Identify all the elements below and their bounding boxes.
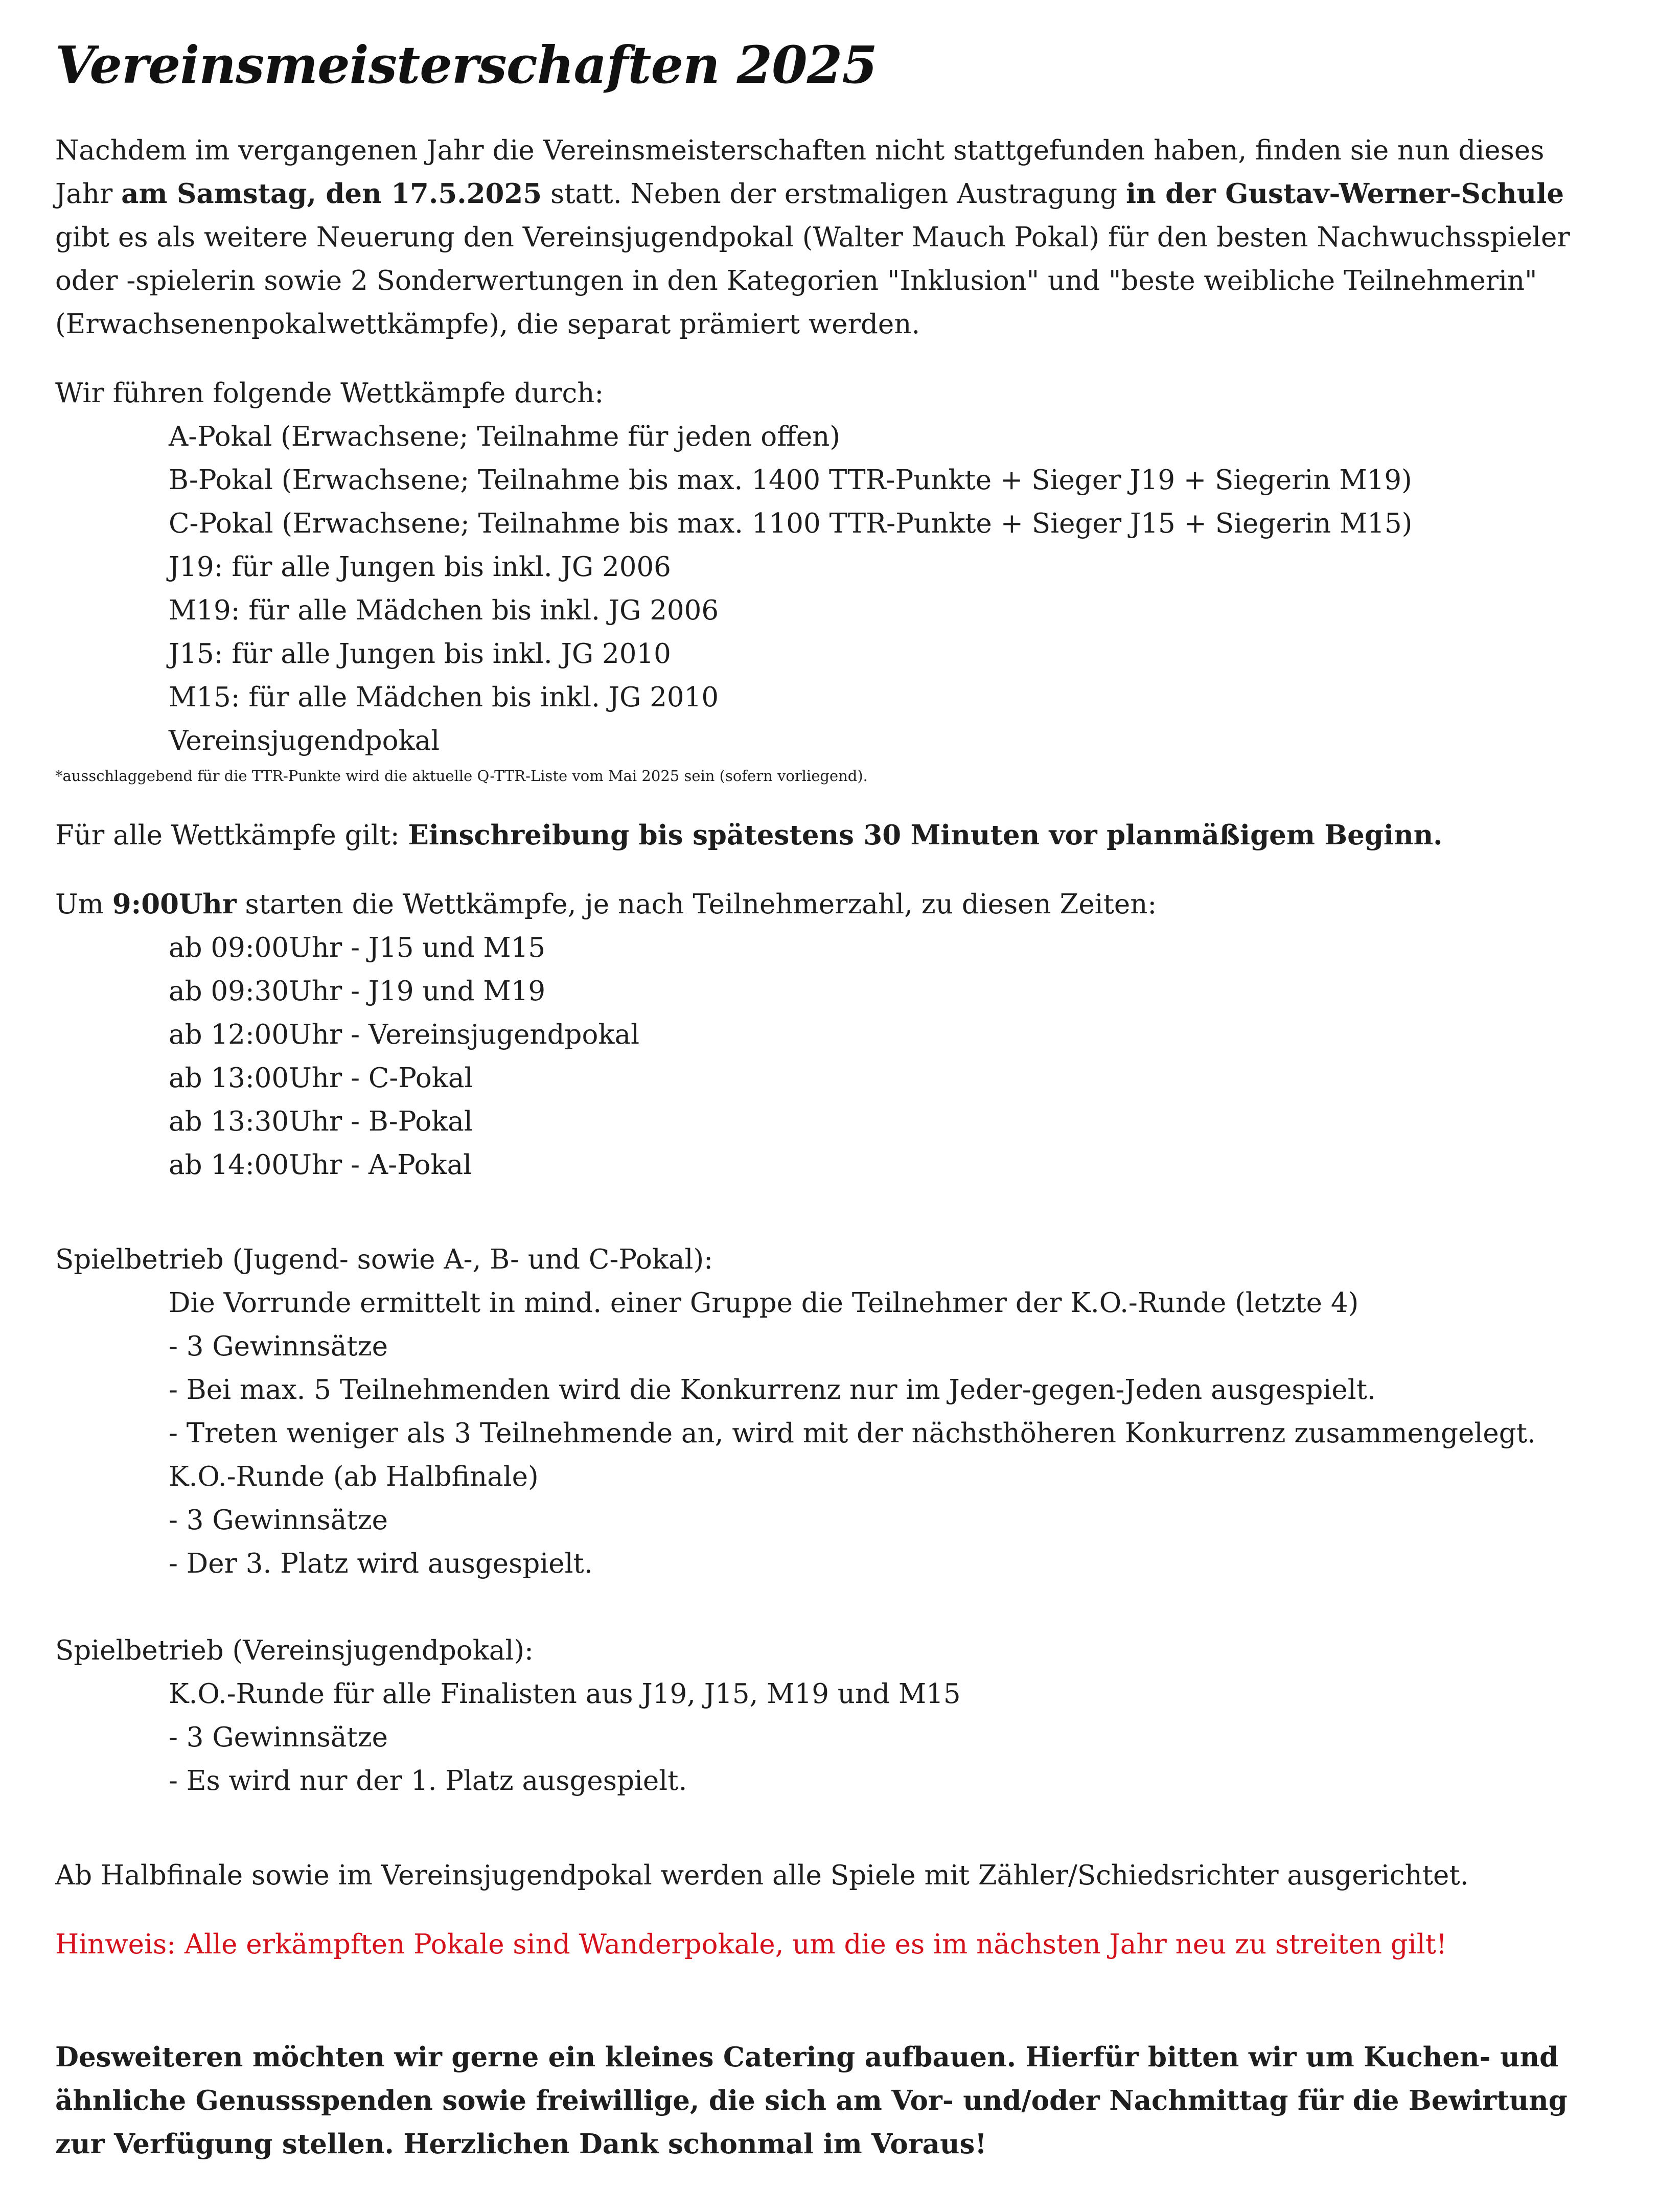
competition-item: A-Pokal (Erwachsene; Teilnahme für jeden offen)	[169, 421, 840, 452]
schedule-item: ab 14:00Uhr - A-Pokal	[169, 1149, 472, 1181]
competition-item: C-Pokal (Erwachsene; Teilnahme bis max. 1100 TTR-Punkte + Sieger J15 + Siegerin M15)	[169, 508, 1413, 539]
mode-youth-section	[55, 1629, 1609, 1803]
schedule-list	[55, 926, 1609, 1187]
intro-paragraph	[55, 129, 1609, 346]
mode-main-item: K.O.-Runde (ab Halbfinale)	[169, 1461, 539, 1492]
mode-main-item: - Treten weniger als 3 Teilnehmende an, wird mit der nächsthöheren Konkurrenz zusammengelegt.	[169, 1418, 1536, 1449]
mode-youth-item: - 3 Gewinnsätze	[169, 1722, 388, 1753]
registration-prefix: Für alle Wettkämpfe gilt:	[55, 820, 408, 851]
intro-text-2: statt. Neben der erstmaligen Austragung	[542, 178, 1126, 210]
mode-youth-heading: Spielbetrieb (Vereinsjugendpokal):	[55, 1635, 534, 1666]
schedule-item: ab 09:00Uhr - J15 und M15	[169, 932, 546, 963]
competitions-list	[55, 415, 1609, 763]
competition-item: M15: für alle Mädchen bis inkl. JG 2010	[169, 682, 719, 713]
catering-note: Desweiteren möchten wir gerne ein kleines Catering aufbauen. Hierfür bitten wir um Kuchen- und ähnliche Genussspenden sowie freiwillige, die sich am Vor- und/oder Nachmittag für die Bewirtung zur Verfügung stellen. Herzlichen Dank schonmal im Voraus!	[55, 2041, 1568, 2160]
competitions-heading: Wir führen folgende Wettkämpfe durch:	[55, 378, 604, 409]
competition-item: J19: für alle Jungen bis inkl. JG 2006	[169, 551, 671, 583]
registration-deadline: Einschreibung bis spätestens 30 Minuten vor planmäßigem Beginn.	[408, 819, 1443, 851]
schedule-prefix: Um	[55, 889, 112, 920]
ttr-footnote: *ausschlaggebend für die TTR-Punkte wird die aktuelle Q-TTR-Liste vom Mai 2025 sein (sofern vorliegend).	[55, 767, 868, 785]
schedule-heading	[55, 883, 1609, 926]
competitions-section	[55, 372, 1609, 788]
schedule-item: ab 09:30Uhr - J19 und M19	[169, 976, 546, 1007]
schedule-item: ab 12:00Uhr - Vereinsjugendpokal	[169, 1019, 640, 1050]
spacer	[55, 1187, 1609, 1238]
intro-text-3: gibt es als weitere Neuerung den Vereinsjugendpokal (Walter Mauch Pokal) für den besten Nachwuchsspieler oder -spielerin sowie 2 Sonderwertungen in den Kategorien "Inklusion" und "beste weibliche Teilnehmerin" (Erwachsenenpokalwettkämpfe), die separat prämiert werden.	[55, 222, 1570, 340]
schedule-item: ab 13:00Uhr - C-Pokal	[169, 1063, 473, 1094]
page-title: Vereinsmeisterschaften 2025	[55, 35, 877, 95]
mode-main-item: Die Vorrunde ermittelt in mind. einer Gruppe die Teilnehmer der K.O.-Runde (letzte 4)	[169, 1287, 1359, 1319]
spacer	[55, 1803, 1609, 1854]
schedule-item: ab 13:30Uhr - B-Pokal	[169, 1106, 473, 1137]
spacer	[55, 1966, 1609, 2036]
mode-main-section	[55, 1238, 1609, 1585]
mode-main-item: - 3 Gewinnsätze	[169, 1505, 388, 1536]
mode-main-item: - Der 3. Platz wird ausgespielt.	[169, 1548, 593, 1579]
schedule-start-time: 9:00Uhr	[112, 888, 237, 920]
schedule-section	[55, 883, 1609, 1187]
spacer	[55, 1585, 1609, 1629]
competition-item: Vereinsjugendpokal	[169, 725, 440, 756]
document-page	[55, 32, 1609, 2166]
competition-item: M19: für alle Mädchen bis inkl. JG 2006	[169, 595, 719, 626]
competition-item: B-Pokal (Erwachsene; Teilnahme bis max. 1400 TTR-Punkte + Sieger J19 + Siegerin M19)	[169, 465, 1412, 496]
mode-youth-list	[55, 1672, 1609, 1803]
schedule-suffix: starten die Wettkämpfe, je nach Teilnehmerzahl, zu diesen Zeiten:	[236, 889, 1157, 920]
intro-venue: in der Gustav-Werner-Schule	[1125, 178, 1564, 210]
referee-note: Ab Halbfinale sowie im Vereinsjugendpokal werden alle Spiele mit Zähler/Schiedsrichter ausgerichtet.	[55, 1860, 1469, 1891]
intro-text-1: Nachdem im vergangenen Jahr die Vereinsmeisterschaften nicht stattgefunden haben, finden sie nun dieses Jahr	[55, 135, 1545, 210]
mode-youth-item: K.O.-Runde für alle Finalisten aus J19, J15, M19 und M15	[169, 1678, 961, 1710]
intro-date: am Samstag, den 17.5.2025	[121, 178, 542, 210]
registration-note	[55, 814, 1609, 857]
hint-note: Hinweis: Alle erkämpften Pokale sind Wanderpokale, um die es im nächsten Jahr neu zu streiten gilt!	[55, 1929, 1447, 1960]
mode-main-item: - 3 Gewinnsätze	[169, 1331, 388, 1362]
mode-main-item: - Bei max. 5 Teilnehmenden wird die Konkurrenz nur im Jeder-gegen-Jeden ausgespielt.	[169, 1374, 1376, 1405]
competition-item: J15: für alle Jungen bis inkl. JG 2010	[169, 638, 671, 670]
mode-main-heading: Spielbetrieb (Jugend- sowie A-, B- und C-Pokal):	[55, 1244, 713, 1275]
mode-youth-item: - Es wird nur der 1. Platz ausgespielt.	[169, 1765, 687, 1796]
mode-main-list	[55, 1281, 1609, 1585]
